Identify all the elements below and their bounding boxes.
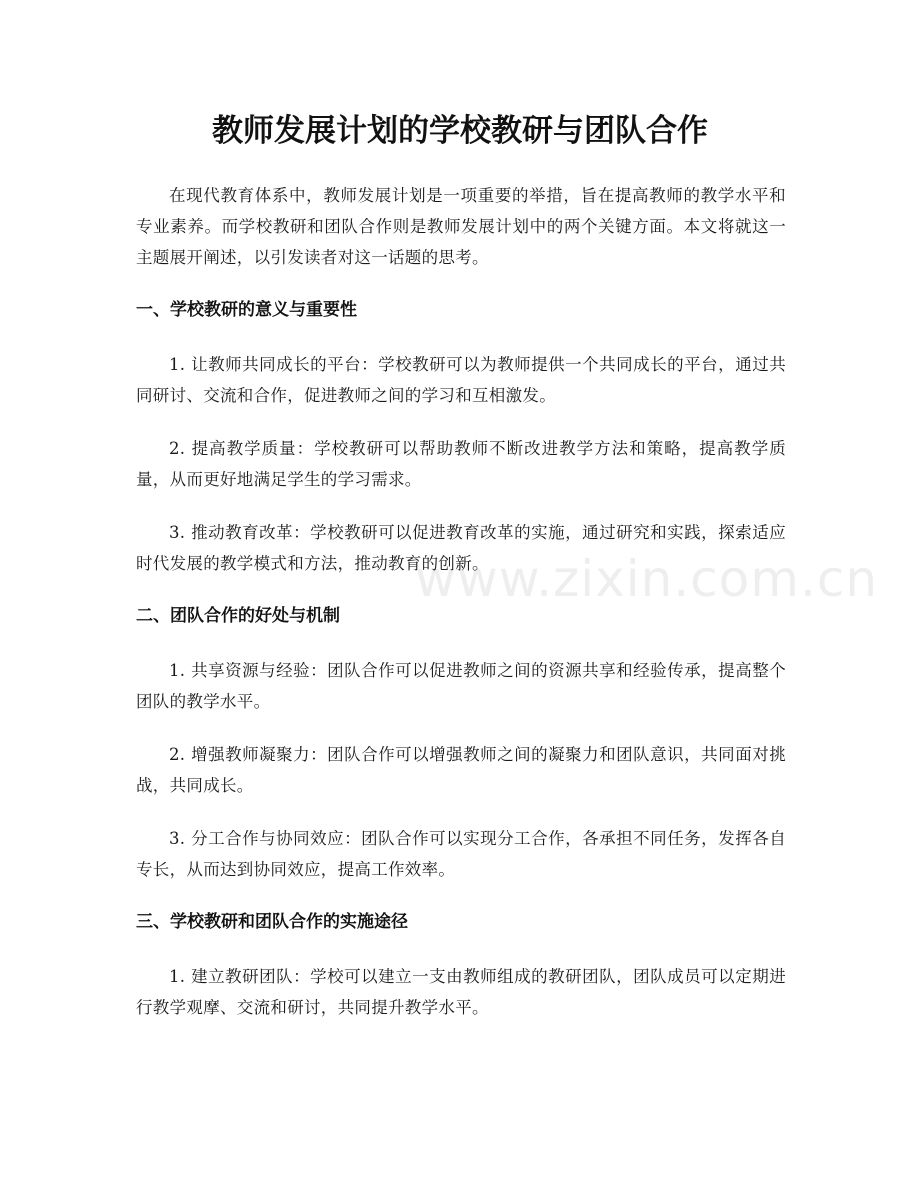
section-2-item-2: 2. 增强教师凝聚力：团队合作可以增强教师之间的凝聚力和团队意识，共同面对挑战，共同成长。 [136,745,786,795]
section-1-item-1: 1. 让教师共同成长的平台：学校教研可以为教师提供一个共同成长的平台，通过共同研讨、交流和合作，促进教师之间的学习和互相激发。 [136,355,786,405]
section-heading-3: 三、学校教研和团队合作的实施途径 [136,912,408,932]
section-1-item-2: 2. 提高教学质量：学校教研可以帮助教师不断改进教学方法和策略，提高教学质量，从而更好地满足学生的学习需求。 [136,439,786,489]
intro-paragraph: 在现代教育体系中，教师发展计划是一项重要的举措，旨在提高教师的教学水平和专业素养。而学校教研和团队合作则是教师发展计划中的两个关键方面。本文将就这一主题展开阐述，以引发读者对这一话题的思考。 [136,186,786,267]
watermark: www.zixin.com.cn [415,550,879,608]
section-1-item-3: 3. 推动教育改革：学校教研可以促进教育改革的实施，通过研究和实践，探索适应时代发展的教学模式和方法，推动教育的创新。 [136,523,786,573]
section-heading-2: 二、团队合作的好处与机制 [136,606,340,626]
section-2-item-1: 1. 共享资源与经验：团队合作可以促进教师之间的资源共享和经验传承，提高整个团队的教学水平。 [136,661,786,711]
section-heading-1: 一、学校教研的意义与重要性 [136,300,357,320]
document-body [136,180,786,1045]
section-3-item-1: 1. 建立教研团队：学校可以建立一支由教师组成的教研团队，团队成员可以定期进行教学观摩、交流和研讨，共同提升教学水平。 [136,967,786,1017]
section-2-item-3: 3. 分工合作与协同效应：团队合作可以实现分工合作，各承担不同任务，发挥各自专长，从而达到协同效应，提高工作效率。 [136,829,786,879]
document-title: 教师发展计划的学校教研与团队合作 [212,113,708,149]
